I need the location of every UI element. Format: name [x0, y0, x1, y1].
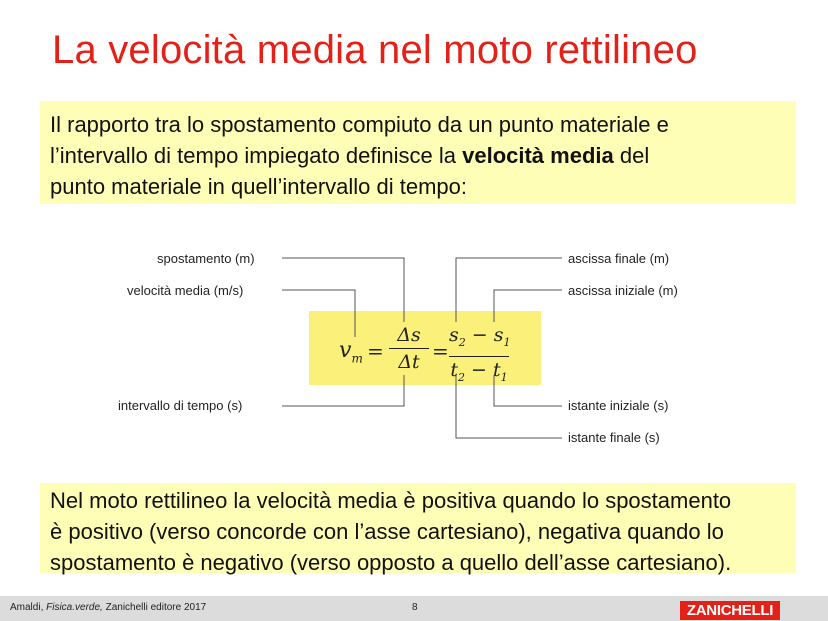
intro-bold-term: velocità media: [462, 143, 614, 168]
formula-s2-sub: 2: [458, 335, 466, 349]
formula-s1-sub: 1: [503, 335, 511, 349]
fraction-difference: [449, 324, 509, 389]
formula-t-difference: [449, 359, 509, 389]
intro-line-2-pre: l’intervallo di tempo impiegato definisce la: [50, 143, 463, 168]
formula-v: v: [339, 338, 352, 363]
label-ascissa-finale: ascissa finale (m): [568, 251, 670, 266]
footer-citation: [10, 602, 206, 613]
intro-line-2-post: del: [613, 143, 650, 168]
formula-t1: t: [493, 358, 501, 381]
label-spostamento: spostamento (m): [157, 251, 255, 266]
footer-publisher: Zanichelli editore 2017: [102, 602, 207, 613]
formula-delta-s: Δs: [397, 324, 421, 346]
label-istante-iniziale: istante iniziale (s): [568, 398, 669, 413]
formula-minus-t: −: [465, 358, 493, 381]
formula-minus-s: −: [465, 324, 494, 346]
conclusion-line-2: è positivo (verso concorde con l’asse cartesiano), negativa quando lo: [50, 519, 724, 544]
formula-equals-2: =: [432, 339, 449, 363]
formula-v-sub: m: [351, 351, 363, 366]
formula-vm: [339, 338, 363, 365]
fraction-bar-delta: [389, 348, 429, 349]
slide-title: La velocità media nel moto rettilineo: [52, 28, 698, 72]
zanichelli-logo: ZANICHELLI: [680, 601, 780, 620]
fraction-delta: [389, 324, 429, 373]
page-number: 8: [412, 602, 418, 613]
formula-equals-1: =: [367, 339, 384, 363]
intro-line-3: punto materiale in quell’intervallo di tempo:: [50, 174, 468, 199]
velocity-formula: [309, 311, 541, 385]
label-istante-finale: istante finale (s): [568, 430, 660, 445]
formula-s2: s: [449, 324, 459, 346]
formula-t1-sub: 1: [500, 370, 508, 384]
intro-line-1: Il rapporto tra lo spostamento compiuto da un punto materiale e: [50, 112, 669, 137]
formula-delta-t: Δt: [398, 351, 420, 373]
formula-t2-sub: 2: [458, 370, 465, 384]
formula-s1: s: [493, 324, 504, 346]
conclusion-box: [40, 483, 796, 573]
formula-t2: t: [450, 358, 458, 381]
conclusion-line-1: Nel moto rettilineo la velocità media è positiva quando lo spostamento: [50, 488, 732, 513]
label-intervallo-tempo: intervallo di tempo (s): [118, 398, 243, 413]
formula-s-difference: [449, 324, 509, 354]
conclusion-line-3: spostamento è negativo (verso opposto a quello dell’asse cartesiano).: [50, 550, 732, 575]
label-velocita-media: velocità media (m/s): [127, 283, 244, 298]
fraction-bar-difference: [449, 356, 509, 357]
label-ascissa-iniziale: ascissa iniziale (m): [568, 283, 678, 298]
footer-author: Amaldi,: [10, 602, 47, 613]
footer-book: Fisica.verde,: [46, 602, 103, 613]
